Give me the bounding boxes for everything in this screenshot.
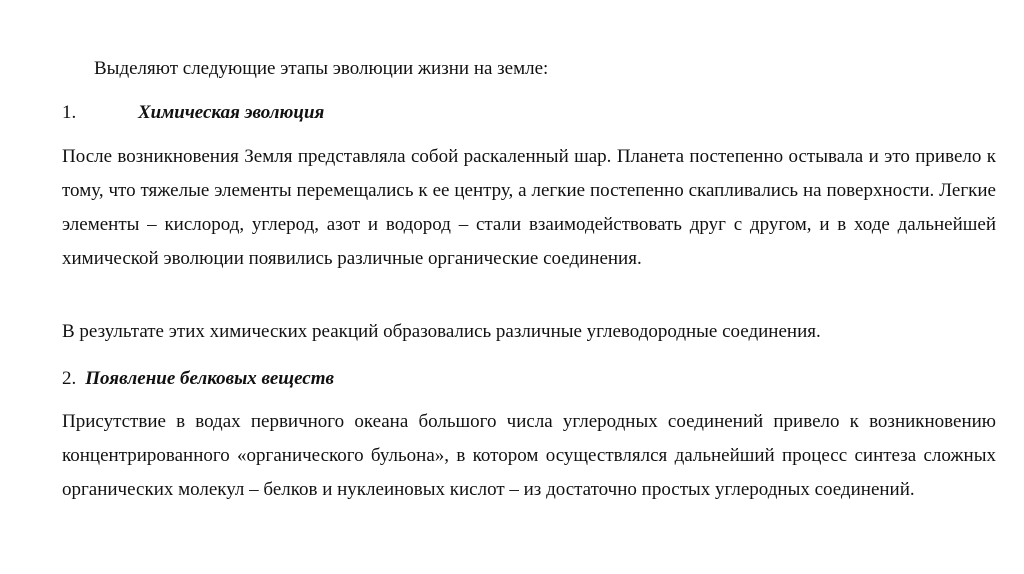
section-1-title: Химическая эволюция <box>138 102 325 123</box>
section-2-heading <box>62 367 334 391</box>
section-2-paragraph: Присутствие в водах первичного океана большого числа углеродных соединений привело к возникновению концентрированного «органического бульона», в котором осуществлялся дальнейший процесс синтеза сложных органических молекул – белков и нуклеиновых кислот – из достаточно простых углеродных соединений. <box>62 411 996 500</box>
section-2-number: 2. <box>62 368 77 389</box>
section-1-paragraph-2: В результате этих химических реакций образовались различные углеводородные соединения. <box>62 321 821 342</box>
intro-text: Выделяют следующие этапы эволюции жизни на земле: <box>94 58 549 79</box>
section-2-title: Появление белковых веществ <box>85 368 334 389</box>
section-1-paragraph: После возникновения Земля представляла собой раскаленный шар. Планета постепенно остывала и это привело к тому, что тяжелые элементы перемещались к ее центру, а легкие постепенно скапливались на поверхности. Легкие элементы – кислород, углерод, азот и водород – стали взаимодействовать друг с другом, и в ходе дальнейшей химической эволюции появились различные органические соединения. <box>62 146 996 269</box>
section-1-number: 1. <box>62 102 77 123</box>
